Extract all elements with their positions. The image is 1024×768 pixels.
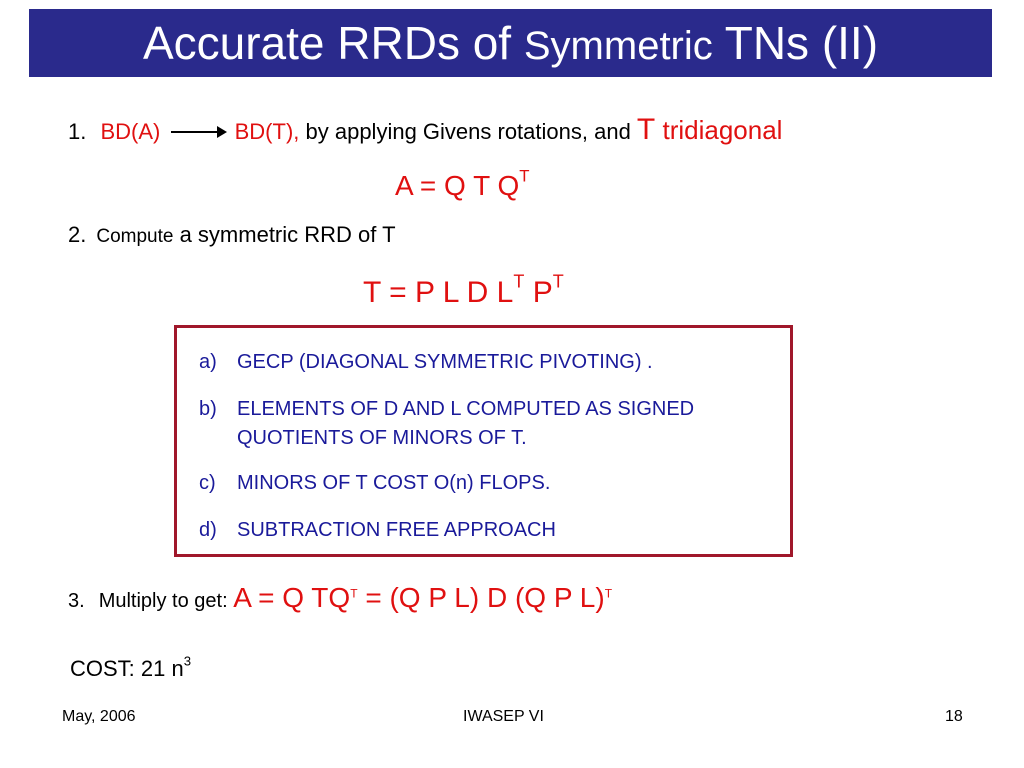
list-item-text: MINORS OF T COST O(n) FLOPS. (237, 472, 551, 494)
step-2 (68, 222, 396, 248)
equation-2-sup2: T (552, 271, 564, 292)
list-item-label: d) (199, 519, 217, 541)
step-3-text: Multiply to get: (98, 590, 234, 612)
right-arrow-icon (171, 131, 225, 133)
step-3-eq-part2: = (Q P L) D (Q P L) (357, 582, 605, 613)
step-1 (68, 113, 782, 147)
list-item-text: SUBTRACTION FREE APPROACH (237, 519, 556, 541)
list-item (199, 348, 767, 377)
step-3-number: 3. (68, 590, 85, 612)
step-1-text: by applying Givens rotations, and (299, 119, 637, 144)
footer-page-number: 18 (945, 708, 963, 725)
footer-event: IWASEP VI (463, 708, 544, 725)
step-3 (68, 582, 612, 614)
equation-1-sup: T (519, 166, 530, 186)
equation-2-part2: P (524, 276, 553, 309)
equation-2-sup1: T (513, 271, 525, 292)
cost-line (70, 653, 192, 682)
step-2-text: a symmetric RRD of T (173, 222, 396, 247)
step-3-eq-sup2: T (604, 586, 613, 601)
title-part2: Symmetric (523, 24, 713, 68)
list-item-text: ELEMENTS OF D AND L COMPUTED AS SIGNED QUOTIENTS OF MINORS OF T. (237, 398, 695, 449)
cost-sup: 3 (183, 653, 192, 669)
details-list (199, 348, 767, 563)
step-1-number: 1. (68, 119, 87, 144)
cost-label: COST: 21 n (70, 656, 184, 681)
slide-title (29, 9, 992, 77)
details-box (174, 325, 793, 557)
step-1-to: BD(T), (234, 119, 300, 144)
equation-1 (395, 166, 530, 202)
step-2-compute: Compute (96, 226, 174, 247)
step-3-eq-part1: = Q TQ (250, 582, 351, 613)
step-1-highlight-t: T (636, 113, 656, 146)
list-item (199, 395, 767, 453)
list-item-label: a) (199, 351, 217, 373)
list-item (199, 469, 767, 498)
title-part3: TNs (II) (712, 17, 879, 69)
footer-date: May, 2006 (62, 708, 136, 725)
list-item-text: GECP (DIAGONAL SYMMETRIC PIVOTING) . (237, 351, 653, 373)
step-1-highlight-rest: tridiagonal (655, 115, 783, 145)
list-item (199, 516, 767, 545)
step-2-number: 2. (68, 222, 87, 247)
list-item-label: b) (199, 398, 217, 420)
list-item-label: c) (199, 472, 216, 494)
equation-1-base: A = Q T Q (395, 170, 520, 201)
step-3-eq-sup1: T (350, 586, 358, 601)
equation-2-part1: T = P L D L (363, 276, 514, 309)
step-1-from: BD(A) (100, 119, 161, 144)
step-3-eq-a: A (233, 582, 251, 613)
title-part1: Accurate RRDs of (142, 17, 524, 69)
equation-2 (363, 271, 564, 310)
